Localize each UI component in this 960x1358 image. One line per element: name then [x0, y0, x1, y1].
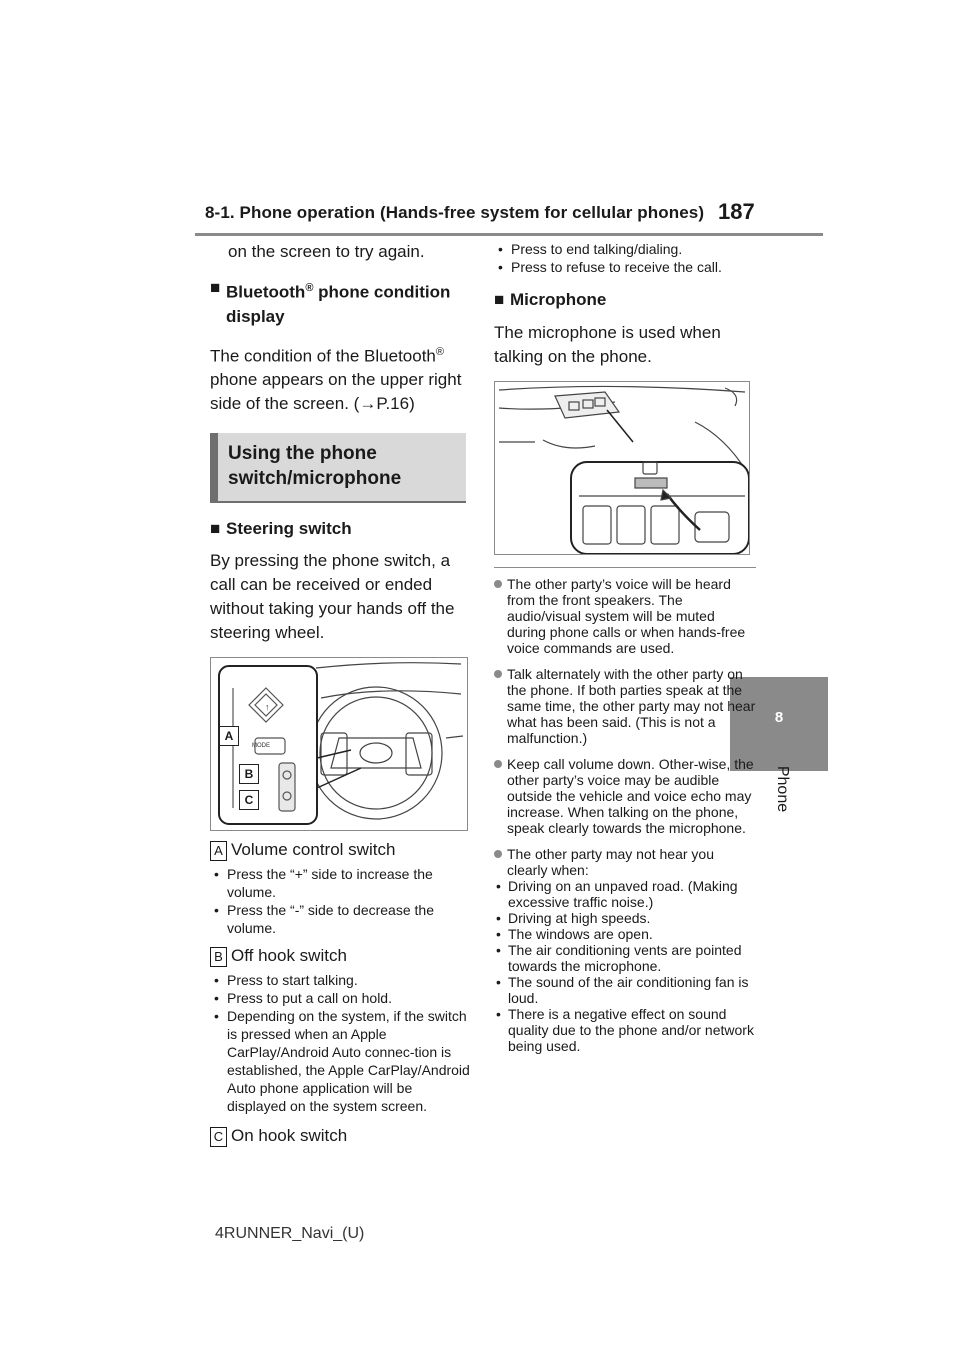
- svg-text:↑: ↑: [265, 702, 270, 713]
- microphone-heading-text: Microphone: [510, 290, 607, 309]
- list-item: • Driving on an unpaved road. (Making excessive traffic noise.): [494, 878, 756, 910]
- list-item: • Press to refuse to receive the call.: [494, 258, 756, 276]
- list-item: • The air conditioning vents are pointed towards the microphone.: [494, 942, 756, 974]
- conditions-list: [507, 878, 756, 1054]
- volume-switch-heading: [210, 839, 472, 861]
- chapter-label-text: Phone: [774, 765, 791, 813]
- note-item: The other party’s voice will be heard from the front speakers. The audio/visual system will be muted during phone calls or when hands-free voice commands are used.: [494, 576, 756, 656]
- chapter-number: 8: [774, 709, 784, 726]
- list-item: • The sound of the air conditioning fan is loud.: [494, 974, 756, 1006]
- bluetooth-heading: [210, 276, 472, 329]
- volume-switch-title: Volume control switch: [231, 840, 396, 860]
- steering-switch-figure: [210, 657, 468, 831]
- steering-body: By pressing the phone switch, a call can be received or ended without taking your hands off the steering wheel.: [210, 551, 455, 643]
- list-item: • There is a negative effect on sound quality due to the phone and/or network being used.: [494, 1006, 756, 1054]
- microphone-illustration: [495, 382, 749, 554]
- note-item-text: The other party may not hear you clearly when:: [507, 846, 714, 878]
- bluetooth-heading-text: Bluetooth: [226, 282, 306, 302]
- list-item: • Depending on the system, if the switch is pressed when an Apple CarPlay/Android Auto connec-tion is established, the Apple CarPlay/Android Auto phone application will be displayed on the system screen.: [210, 1007, 472, 1115]
- note-item: [494, 846, 756, 1054]
- square-bullet-icon: ■: [210, 278, 221, 297]
- on-hook-section: [210, 1125, 472, 1147]
- letter-box-c: C: [210, 1127, 227, 1147]
- header-divider: [195, 233, 823, 236]
- on-hook-heading: [210, 1125, 472, 1147]
- letter-box-b: B: [210, 947, 227, 967]
- list-item: • Press to end talking/dialing.: [494, 240, 756, 258]
- page-number: 187: [718, 199, 755, 224]
- square-bullet-icon: ■: [210, 519, 221, 539]
- off-hook-heading: [210, 945, 472, 967]
- letter-box-a: A: [210, 841, 227, 861]
- bluetooth-body: [210, 340, 472, 417]
- notes-list: [494, 576, 756, 1054]
- arrow-right-icon: →: [359, 394, 377, 414]
- registered-mark: ®: [435, 345, 444, 358]
- volume-switch-section: [210, 839, 472, 937]
- chapter-label: [768, 745, 792, 813]
- notes-divider: [494, 567, 756, 568]
- list-item: • Press the “+” side to increase the volume.: [210, 865, 472, 901]
- bluetooth-body-line2: phone appears on the upper right side of the screen. (: [210, 370, 462, 414]
- section-title-box: Using the phone switch/microphone: [210, 433, 466, 503]
- list-item: • Press to start talking.: [210, 971, 472, 989]
- off-hook-list: [210, 971, 472, 1115]
- note-item: Keep call volume down. Other-wise, the other party’s voice may be audible outside the vehicle and voice echo may increase. When talking on the phone, speak clearly towards the microphone.: [494, 756, 756, 836]
- left-column: [210, 240, 472, 1147]
- footer-model-code: 4RUNNER_Navi_(U): [215, 1225, 365, 1242]
- on-hook-list: [494, 240, 756, 276]
- page-reference-link[interactable]: P.16): [376, 394, 415, 414]
- on-hook-title: On hook switch: [231, 1126, 348, 1146]
- steering-heading: [210, 517, 472, 541]
- steering-heading-text: Steering switch: [226, 519, 352, 539]
- list-item: • Press to put a call on hold.: [210, 989, 472, 1007]
- volume-switch-list: [210, 865, 472, 937]
- callout-label-c: C: [239, 790, 259, 810]
- svg-text:MODE: MODE: [252, 743, 270, 750]
- section-header: 8-1. Phone operation (Hands-free system for cellular phones): [205, 203, 705, 222]
- list-item: • The windows are open.: [494, 926, 756, 942]
- bluetooth-body-line1: The condition of the Bluetooth: [210, 346, 436, 366]
- list-item: • Driving at high speeds.: [494, 910, 756, 926]
- callout-label-a: A: [219, 726, 239, 746]
- right-column: [494, 240, 756, 1064]
- registered-mark: ®: [305, 282, 314, 294]
- off-hook-title: Off hook switch: [231, 946, 347, 966]
- list-item: • Press the “-” side to decrease the volume.: [210, 901, 472, 937]
- callout-label-b: B: [239, 764, 259, 784]
- bluetooth-heading-suffix: phone condition display: [226, 282, 451, 326]
- microphone-heading: [494, 288, 756, 312]
- microphone-body: The microphone is used when talking on the phone.: [494, 323, 721, 366]
- note-item: Talk alternately with the other party on the phone. If both parties speak at the same time, the other party may not hear what has been said. (This is not a malfunction.): [494, 666, 756, 746]
- off-hook-section: [210, 945, 472, 1115]
- square-bullet-icon: ■: [494, 290, 505, 309]
- microphone-figure: [494, 381, 750, 555]
- intro-text: on the screen to try again.: [228, 242, 425, 261]
